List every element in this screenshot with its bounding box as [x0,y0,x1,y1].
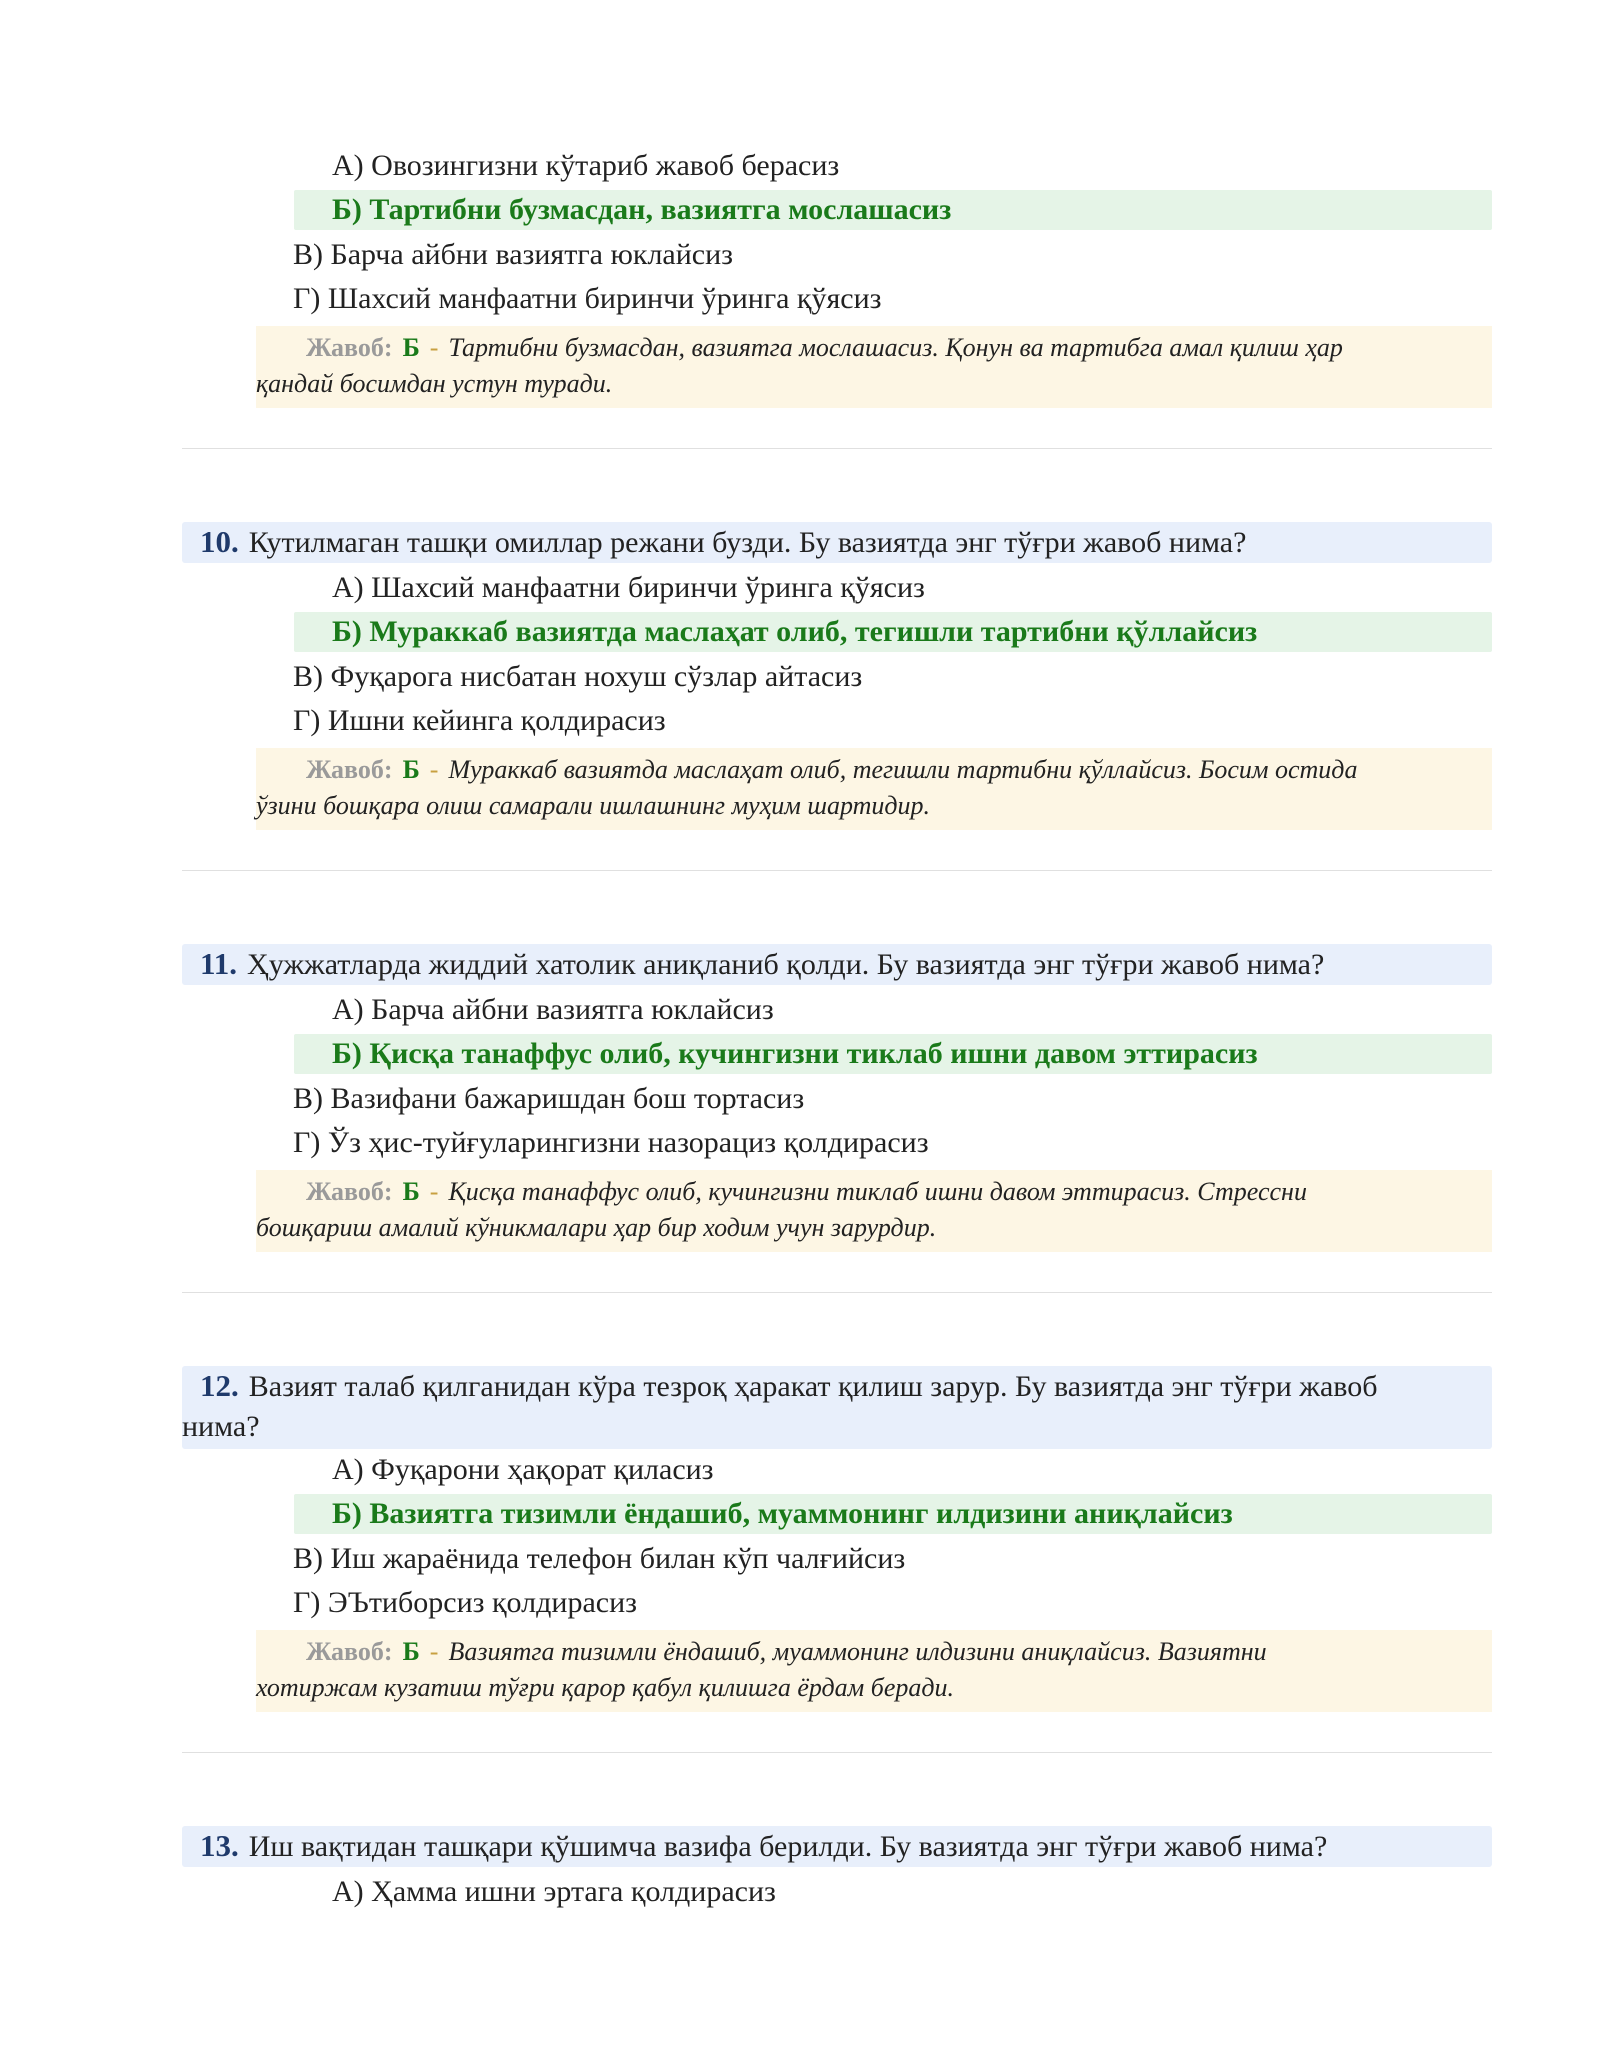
answer-letter: Б [402,755,420,784]
option-v: В) Иш жараёнида телефон билан кўп чалғийсиз [293,1542,906,1575]
answer-letter: Б [402,1177,420,1206]
option-a: А) Овозингизни кўтариб жавоб берасиз [332,149,840,182]
option-g: Г) Ишни кейинга қолдирасиз [293,704,666,737]
option-b-correct: Б) Мураккаб вазиятда маслаҳат олиб, тегишли тартибни қўллайсиз [294,612,1492,652]
question-text: Иш вақтидан ташқари қўшимча вазифа берилди. Бу вазиятда энг тўғри жавоб нима? [248,1830,1328,1863]
answer-letter: Б [402,1637,420,1666]
answer-label: Жавоб: [306,1177,393,1206]
question-heading [182,1826,1492,1867]
divider [182,870,1492,871]
answer-box: Жавоб: Б - Тартибни бузмасдан, вазиятга мослашасиз. Қонун ва тартибга амал қилиш ҳар қандай босимдан устун туради. [256,326,1492,408]
question-heading [182,522,1492,563]
option-a: А) Фуқарони ҳақорат қиласиз [332,1453,714,1486]
option-v: В) Фуқарога нисбатан нохуш сўзлар айтасиз [293,660,863,693]
answer-explanation: Вазиятга тизимли ёндашиб, муаммонинг илдизини аниқлайсиз. Вазиятни [448,1637,1267,1666]
question-number: 13. [200,1828,239,1863]
answer-box: Жавоб: Б - Мураккаб вазиятда маслаҳат олиб, тегишли тартибни қўллайсиз. Босим остида ўзини бошқара олиш самарали ишлашнинг муҳим шартидир. [256,748,1492,830]
option-a: А) Ҳамма ишни эртага қолдирасиз [332,1875,776,1908]
divider [182,1292,1492,1293]
option-v: В) Барча айбни вазиятга юклайсиз [293,238,734,271]
option-g: Г) Ўз ҳис-туйғуларингизни назорациз қолдирасиз [293,1126,929,1159]
option-g: Г) Шахсий манфаатни биринчи ўринга қўясиз [293,282,882,315]
option-v: В) Вазифани бажаришдан бош тортасиз [293,1082,805,1115]
answer-explanation: Мураккаб вазиятда маслаҳат олиб, тегишли тартибни қўллайсиз. Босим остида [448,755,1358,784]
question-number: 10. [200,524,239,559]
answer-box: Жавоб: Б - Қисқа танаффус олиб, кучингизни тиклаб ишни давом эттирасиз. Стрессни бошқариш амалий кўникмалари ҳар бир ходим учун зарурдир. [256,1170,1492,1252]
answer-explanation-cont: ўзини бошқара олиш самарали ишлашнинг муҳим шартидир. [256,791,931,820]
option-a: А) Шахсий манфаатни биринчи ўринга қўясиз [332,571,925,604]
question-text: Ҳужжатларда жиддий хатолик аниқланиб қолди. Бу вазиятда энг тўғри жавоб нима? [247,948,1325,981]
answer-box: Жавоб: Б - Вазиятга тизимли ёндашиб, муаммонинг илдизини аниқлайсиз. Вазиятни хотиржам кузатиш тўғри қарор қабул қилишга ёрдам беради. [256,1630,1492,1712]
option-b-correct: Б) Тартибни бузмасдан, вазиятга мослашасиз [294,190,1492,230]
option-b-correct: Б) Вазиятга тизимли ёндашиб, муаммонинг илдизини аниқлайсиз [294,1494,1492,1534]
answer-letter: Б [402,333,420,362]
option-a: А) Барча айбни вазиятга юклайсиз [332,993,774,1026]
answer-label: Жавоб: [306,333,393,362]
question-heading [182,1366,1492,1449]
question-text: Кутилмаган ташқи омиллар режани бузди. Бу вазиятда энг тўғри жавоб нима? [248,526,1247,559]
question-heading [182,944,1492,985]
answer-explanation-cont: бошқариш амалий кўникмалари ҳар бир ходим учун зарурдир. [256,1213,937,1242]
question-text: Вазият талаб қилганидан кўра тезроқ ҳаракат қилиш зарур. Бу вазиятда энг тўғри жавоб [248,1370,1378,1403]
divider [182,1752,1492,1753]
divider [182,448,1492,449]
answer-explanation-cont: қандай босимдан устун туради. [256,369,613,398]
answer-explanation: Тартибни бузмасдан, вазиятга мослашасиз. Қонун ва тартибга амал қилиш ҳар [448,333,1343,362]
question-text-cont: нима? [182,1410,260,1443]
option-g: Г) ЭЪтиборсиз қолдирасиз [293,1586,637,1619]
answer-label: Жавоб: [306,1637,393,1666]
option-b-correct: Б) Қисқа танаффус олиб, кучингизни тиклаб ишни давом эттирасиз [294,1034,1492,1074]
question-number: 11. [200,946,238,981]
question-number: 12. [200,1368,239,1403]
answer-explanation-cont: хотиржам кузатиш тўғри қарор қабул қилишга ёрдам беради. [256,1673,955,1702]
answer-explanation: Қисқа танаффус олиб, кучингизни тиклаб ишни давом эттирасиз. Стрессни [448,1177,1307,1206]
answer-label: Жавоб: [306,755,393,784]
